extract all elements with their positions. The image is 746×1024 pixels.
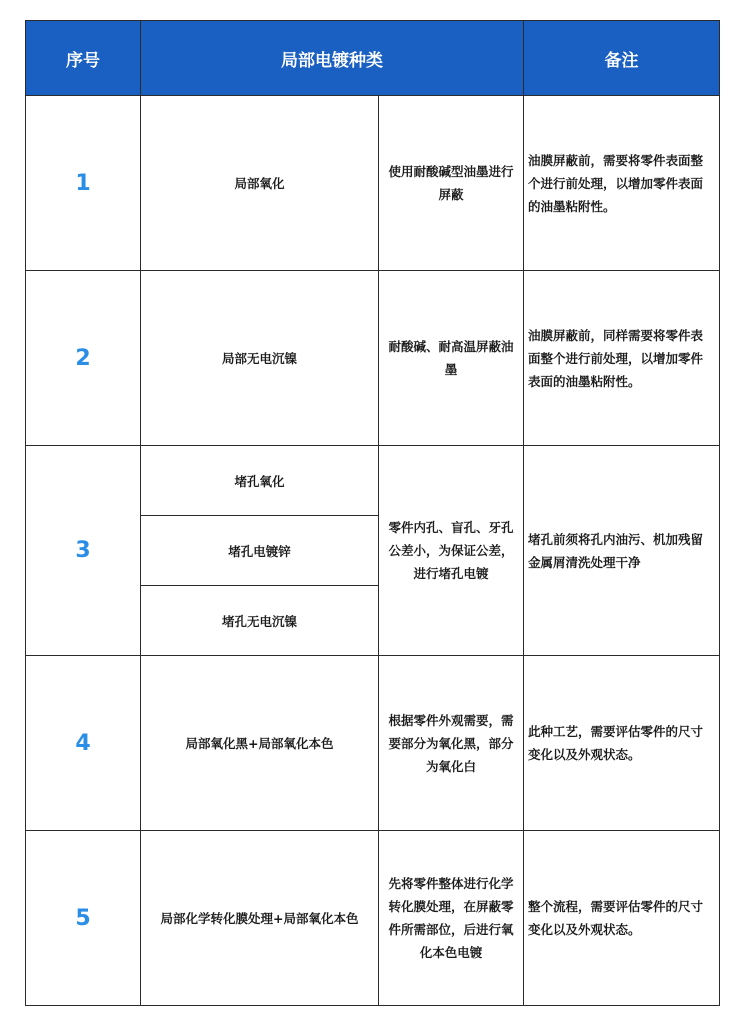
plating-type: 局部化学转化膜处理+局部氧化本色 [141,831,379,1006]
table-row [26,271,720,446]
row-number: 2 [26,271,141,446]
plating-type: 堵孔氧化 [141,446,379,516]
masking-method: 使用耐酸碱型油墨进行屏蔽 [379,96,524,271]
masking-method: 零件内孔、盲孔、牙孔公差小，为保证公差，进行堵孔电镀 [379,446,524,656]
remark: 此种工艺，需要评估零件的尺寸变化以及外观状态。 [524,656,720,831]
remark: 整个流程，需要评估零件的尺寸变化以及外观状态。 [524,831,720,1006]
table-row [26,656,720,831]
table-row [26,446,720,516]
header-note: 备注 [524,21,720,96]
masking-method: 根据零件外观需要，需要部分为氧化黑，部分为氧化白 [379,656,524,831]
remark: 堵孔前须将孔内油污、机加残留金属屑清洗处理干净 [524,446,720,656]
remark: 油膜屏蔽前，需要将零件表面整个进行前处理，以增加零件表面的油墨粘附性。 [524,96,720,271]
row-number: 4 [26,656,141,831]
plating-type: 堵孔电镀锌 [141,516,379,586]
row-number: 1 [26,96,141,271]
plating-type: 局部氧化 [141,96,379,271]
row-number: 3 [26,446,141,656]
header-no: 序号 [26,21,141,96]
table-row [26,96,720,271]
masking-method: 耐酸碱、耐高温屏蔽油墨 [379,271,524,446]
plating-table [25,20,720,1006]
plating-type: 局部无电沉镍 [141,271,379,446]
table-row [26,831,720,1006]
masking-method: 先将零件整体进行化学转化膜处理，在屏蔽零件所需部位，后进行氧化本色电镀 [379,831,524,1006]
plating-type: 局部氧化黑+局部氧化本色 [141,656,379,831]
header-row [26,21,720,96]
plating-type: 堵孔无电沉镍 [141,586,379,656]
header-type: 局部电镀种类 [141,21,524,96]
remark: 油膜屏蔽前，同样需要将零件表面整个进行前处理，以增加零件表面的油墨粘附性。 [524,271,720,446]
row-number: 5 [26,831,141,1006]
